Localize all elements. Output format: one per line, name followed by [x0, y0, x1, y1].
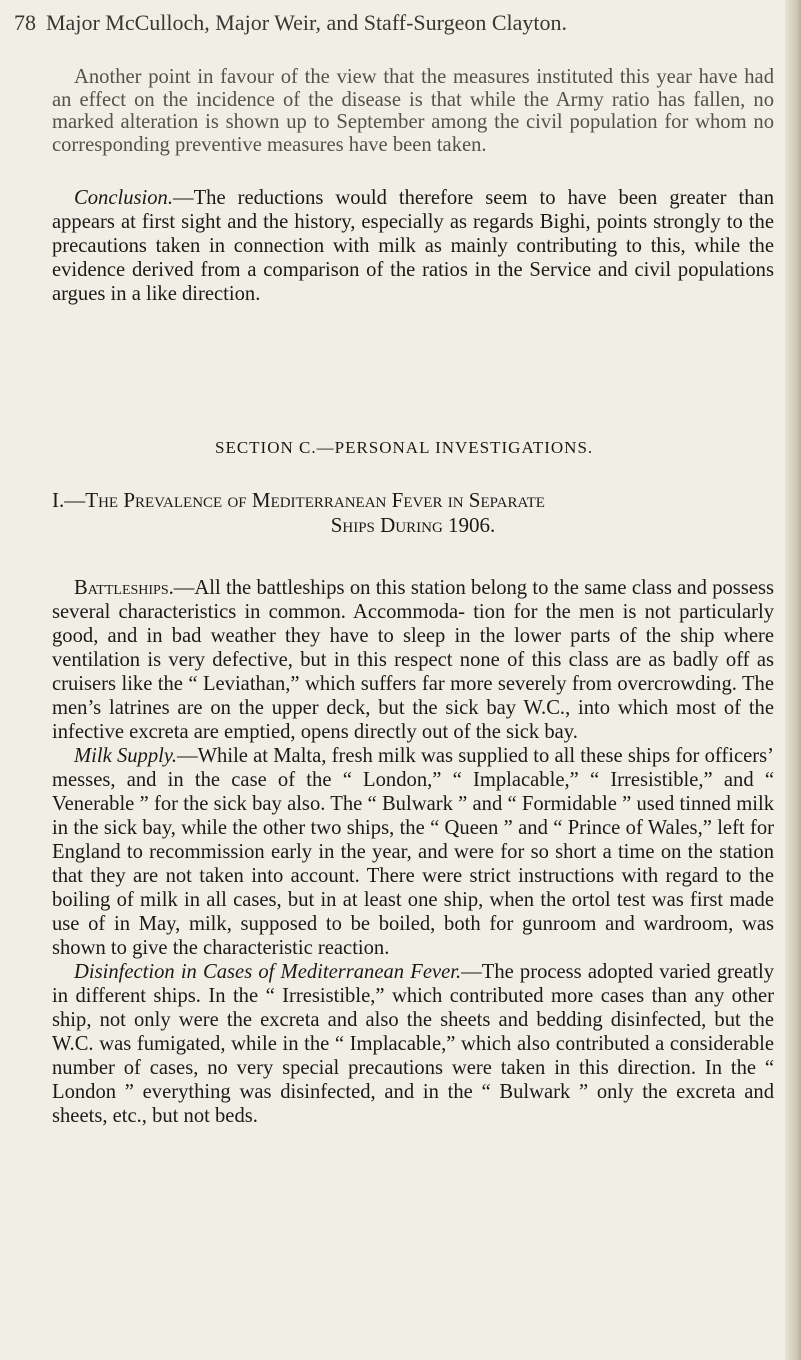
conclusion-lead: Conclusion. [74, 187, 173, 209]
subsection-heading [52, 488, 774, 538]
battleships-lead: Battleships. [74, 577, 174, 599]
running-header [14, 8, 774, 38]
page-edge [785, 0, 801, 1360]
battleships-text: —All the battleships on this station belong to the same class and possess several characteristics in common. Accommoda- tion for the men is not particularly good, and in bad weather they have to sleep in the lower parts of the ship where ventilation is very defective, but in this respect none of this class are as badly off as cruisers like the “ Leviathan,” which suffers far more severely from overcrowding. The men’s latrines are on the upper deck, but the sick bay W.C., into which most of the infective excreta are emptied, opens directly out of the sick bay. [52, 577, 774, 743]
subsection-heading-line1: I.—The Prevalence of Mediterranean Fever in Separate [52, 488, 545, 512]
paragraph-another-point: Another point in favour of the view that the measures instituted this year have had an effect on the incidence of the disease is that while the Army ratio has fallen, no marked alteration is shown up to September among the civil population for whom no corresponding preventive measures have been taken. [52, 66, 774, 157]
milk-supply-text: —While at Malta, fresh milk was supplied to all these ships for officers’ messes, and in the case of the “ London,” “ Implacable,” “ Irresistible,” and “ Venerable ” for the sick bay also. The “ Bulwark ” and “ Formidable ” used tinned milk in the sick bay, while the other two ships, the “ Queen ” and “ Prince of Wales,” left for England to recommission early in the year, and were for so short a time on the station that they are not taken into account. There were strict instructions with regard to the boiling of milk in all cases, but in at least one ship, when the ortol test was first made use of in May, milk, supposed to be boiled, both for gunroom and wardroom, was shown to give the characteristic reaction. [52, 745, 775, 959]
paragraph-milk-supply [52, 744, 774, 960]
milk-supply-lead: Milk Supply. [74, 745, 178, 767]
intro-section [52, 66, 774, 157]
conclusion-section [52, 186, 774, 306]
disinfection-text: —The process adopted varied greatly in different ships. In the “ Irresistible,” which contributed more cases than any other ship, not only were the excreta and also the sheets and bedding disinfected, but the W.C. was fumigated, while in the “ Implacable,” which also contributed a considerable number of cases, no very special precautions were taken in this direction. In the “ London ” everything was disinfected, and in the “ Bulwark ” only the excreta and sheets, etc., but not beds. [52, 961, 774, 1127]
body-section [52, 576, 774, 1128]
paragraph-disinfection [52, 960, 774, 1128]
section-title: SECTION C.—PERSONAL INVESTIGATIONS. [215, 438, 594, 457]
page-number: 78 [14, 10, 36, 35]
disinfection-lead: Disinfection in Cases of Mediterranean Fever. [74, 961, 462, 983]
running-title: Major McCulloch, Major Weir, and Staff-Surgeon Clayton. [46, 10, 567, 35]
paragraph-conclusion [52, 186, 774, 306]
conclusion-text: —The reductions would therefore seem to have been greater than appears at first sight and the history, especially as regards Bighi, points strongly to the precautions taken in connection with milk as mainly contributing to this, while the evidence derived from a comparison of the ratios in the Service and civil populations argues in a like direction. [52, 187, 774, 305]
subsection-heading-line2: Ships During 1906. [330, 513, 496, 537]
paragraph-battleships [52, 576, 774, 744]
